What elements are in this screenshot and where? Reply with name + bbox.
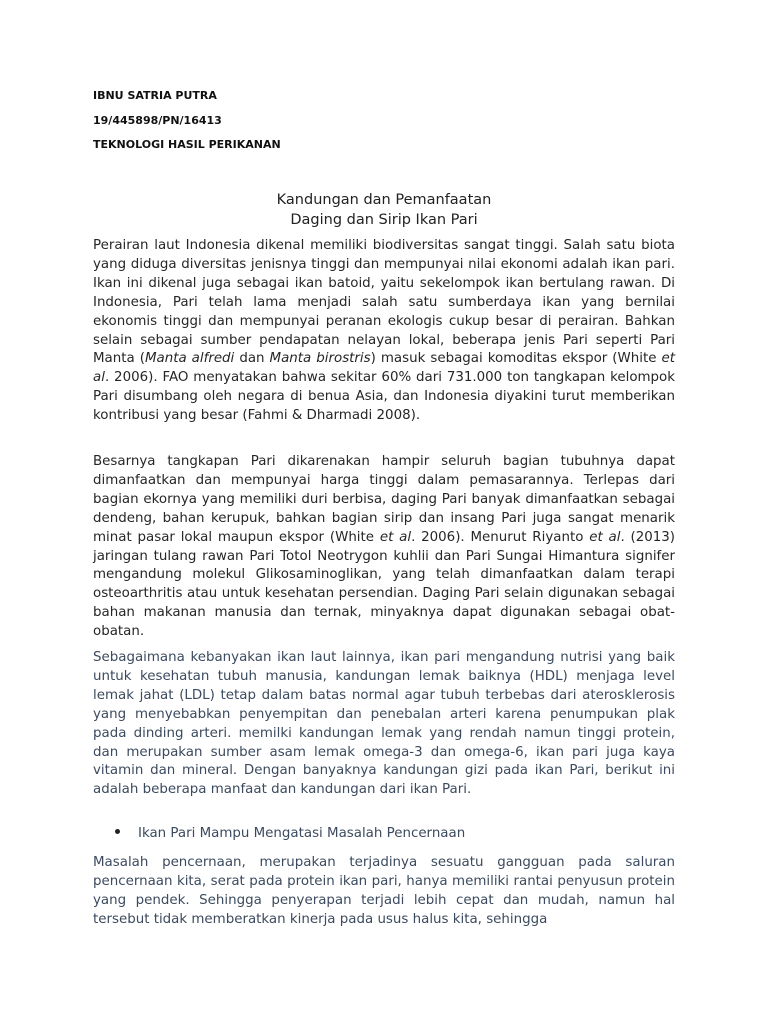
document-title-line-2: Daging dan Sirip Ikan Pari: [290, 212, 478, 228]
species-name: Manta alfredi: [144, 351, 235, 367]
paragraph-text: Besarnya tangkapan Pari dikarenakan hampir seluruh bagian tubuhnya dapat dimanfaatkan dan mempunyai harga tinggi dalam pemasarannya. Terlepas dari bagian ekornya yang memiliki duri berbisa, daging Pari banyak dimanfaatkan sebagai dendeng, bahan kerupuk, bahkan bagian sirip dan insang Pari juga sangat menarik minat pasar lokal maupun ekspor (White: [93, 454, 675, 545]
student-id: 19/445898/PN/16413: [93, 114, 222, 127]
paragraph-digestion: Masalah pencernaan, merupakan terjadinya sesuatu gangguan pada saluran pencernaan kita, serat pada protein ikan pari, hanya memiliki rantai penyusun protein yang pendek. Sehingga penyerapan terjadi lebih cepat dan mudah, namun hal tersebut tidak memberatkan kinerja pada usus halus kita, sehingga: [93, 855, 675, 927]
paragraph-intro: [93, 237, 675, 426]
study-program: TEKNOLOGI HASIL PERIKANAN: [93, 138, 281, 151]
author-name: IBNU SATRIA PUTRA: [93, 89, 217, 102]
paragraph-text: dan: [234, 351, 270, 367]
paragraph-nutrition: Sebagaimana kebanyakan ikan laut lainnya, ikan pari mengandung nutrisi yang baik untuk kesehatan tubuh manusia, kandungan lemak baiknya (HDL) menjaga level lemak jahat (LDL) tetap dalam batas normal agar tubuh terbebas dari aterosklerosis yang menyebabkan penyempitan dan penebalan arteri karena penumpukan plak pada dinding arteri. memilki kandungan lemak yang rendah namun tinggi protein, dan merupakan sumber asam lemak omega-3 dan omega-6, ikan pari juga kaya vitamin dan mineral. Dengan banyaknya kandungan gizi pada ikan Pari, berikut ini adalah beberapa manfaat dan kandungan dari ikan Pari.: [93, 650, 675, 798]
citation-et-al: et al: [93, 351, 675, 386]
citation-et-al: et al: [589, 529, 621, 545]
bullet-text: Ikan Pari Mampu Mengatasi Masalah Pencernaan: [138, 826, 466, 841]
species-name: Manta birostris: [269, 351, 371, 367]
paragraph-text: . (2013) jaringan tulang rawan Pari Totol Neotrygon kuhlii dan Pari Sungai Himantura signifer mengandung molekul Glikosaminoglikan, yang telah dimanfaatkan dalam terapi osteoarthritis atau untuk kesehatan persendian. Daging Pari selain digunakan sebagai bahan makanan manusia dan ternak, minyaknya dapat digunakan sebagai obat-obatan.: [93, 529, 676, 640]
paragraph-catch: [93, 453, 675, 642]
document-title-line-1: Kandungan dan Pemanfaatan: [276, 192, 492, 208]
bullet-item: [115, 826, 465, 841]
paragraph-text: Perairan laut Indonesia dikenal memiliki biodiversitas sangat tinggi. Salah satu biota yang diduga diversitas jenisnya tinggi dan mempunyai nilai ekonomi adalah ikan pari. Ikan ini dikenal juga sebagai ikan batoid, yaitu sekelompok ikan bertulang rawan. Di Indonesia, Pari telah lama menjadi salah satu sumberdaya ikan yang bernilai ekonomis tinggi dan mempunyai peranan ekologis cukup besar di perairan. Bahkan selain sebagai sumber pendapatan nelayan lokal, beberapa jenis Pari seperti Pari Manta (: [93, 238, 675, 367]
bullet-dot-icon: [115, 829, 120, 834]
paragraph-text: . 2006). Menurut Riyanto: [411, 529, 590, 545]
paragraph-text: . 2006). FAO menyatakan bahwa sekitar 60% dari 731.000 ton tangkapan kelompok Pari disumbang oleh negara di benua Asia, dan Indonesia diyakini turut memberikan kontribusi yang besar (Fahmi & Dharmadi 2008).: [93, 370, 675, 424]
paragraph-text: ) masuk sebagai komoditas ekspor (White: [370, 351, 662, 367]
citation-et-al: et al: [379, 529, 412, 545]
